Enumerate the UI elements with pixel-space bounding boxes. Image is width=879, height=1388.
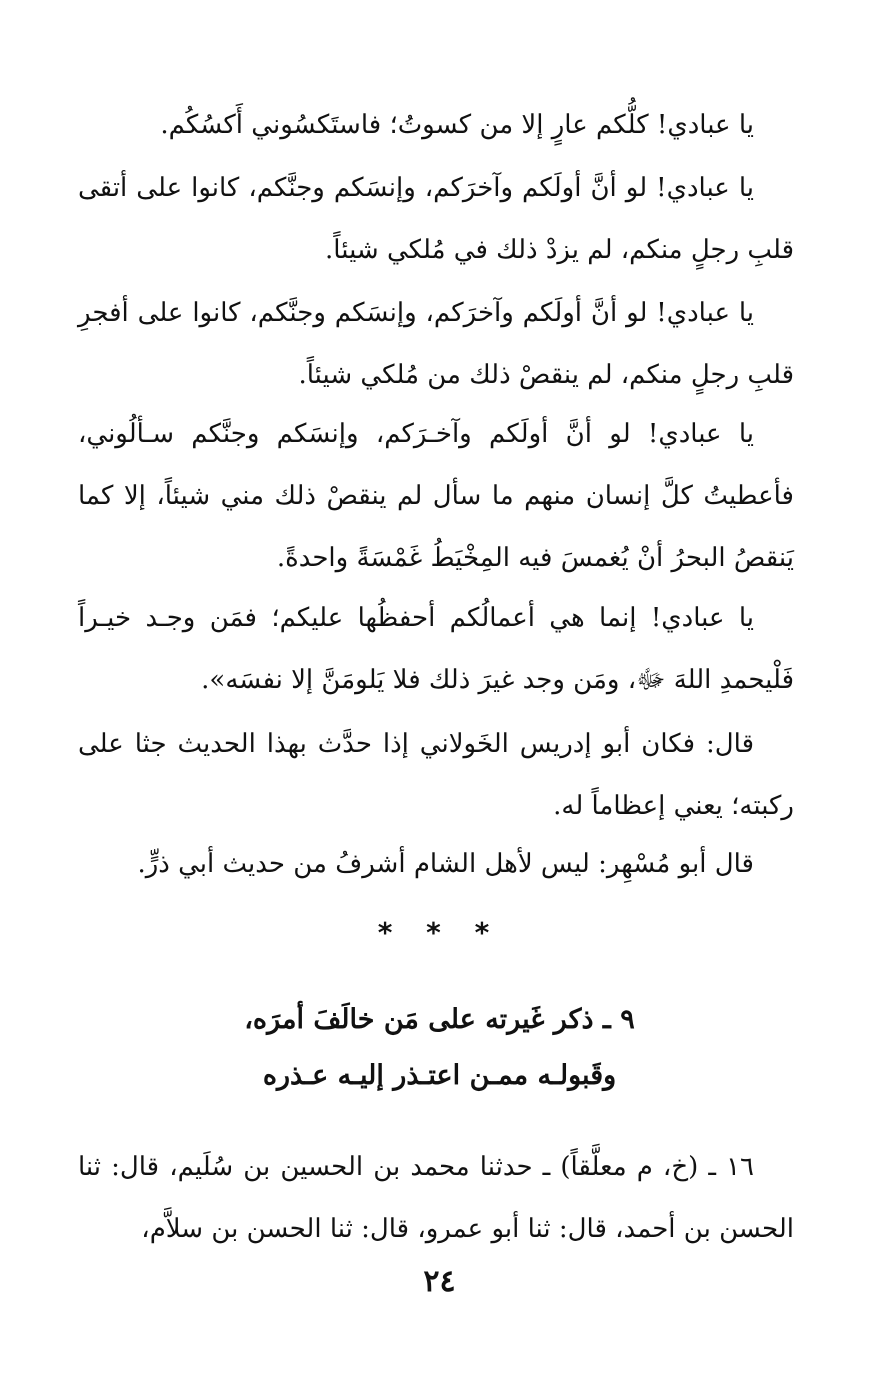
paragraph-6-text: قال: فكان أبو إدريس الخَولاني إذا حدَّث بهذا الحديث جثا على ركبته؛ يعني إعظاماً له. — [78, 729, 794, 821]
paragraph-1-text: يا عبادي! كلُّكم عارٍ إلا من كسوتُ؛ فاستَكسُوني أَكسُكُم. — [160, 110, 754, 140]
hadith-16-text: ١٦ ـ (خ، م معلَّقاً) ـ حدثنا محمد بن الحسين بن سُلَيم، قال: ثنا الحسن بن أحمد، قال: ثنا أبو عمرو، قال: ثنا الحسن بن سلاَّم، — [78, 1152, 794, 1244]
paragraph-1 — [78, 94, 794, 156]
paragraph-5-text: يا عبادي! إنما هي أعمالُكم أحفظُها عليكم؛ فمَن وجـد خيـراً فَلْيحمدِ اللهَ ﷻ، ومَن وجد غيرَ ذلك فلا يَلومَنَّ إلا نفسَه». — [78, 603, 794, 695]
paragraph-7-text: قال أبو مُسْهِر: ليس لأهل الشام أشرفُ من حديث أبي ذرٍّ. — [137, 849, 754, 879]
paragraph-3 — [78, 282, 794, 406]
paragraph-4-text: يا عبادي! لو أنَّ أولَكم وآخـرَكم، وإنسَكم وجنَّكم سـألُوني، فأعطيتُ كلَّ إنسان منهم ما سأل لم ينقصْ ذلك مني شيئاً، إلا كما يَنقصُ البحرُ أنْ يُغمسَ فيه المِخْيَطُ غَمْسَةً واحدةً. — [78, 419, 794, 573]
hadith-16 — [78, 1136, 794, 1260]
paragraph-5 — [78, 587, 794, 711]
section-heading-line-1: ٩ ـ ذكر غَيرته على مَن خالَفَ أمرَه، — [244, 1004, 635, 1035]
section-heading — [0, 992, 879, 1104]
paragraph-4 — [78, 403, 794, 589]
section-heading-line-2: وقَبولـه ممـن اعتـذر إليـه عـذره — [262, 1060, 617, 1091]
paragraph-2 — [78, 157, 794, 281]
paragraph-7 — [78, 833, 794, 895]
paragraph-3-text: يا عبادي! لو أنَّ أولَكم وآخرَكم، وإنسَكم وجنَّكم، كانوا على أفجرِ قلبِ رجلٍ منكم، لم ينقصْ ذلك من مُلكي شيئاً. — [78, 298, 794, 390]
paragraph-2-text: يا عبادي! لو أنَّ أولَكم وآخرَكم، وإنسَكم وجنَّكم، كانوا على أتقى قلبِ رجلٍ منكم، لم يزدْ ذلك في مُلكي شيئاً. — [78, 173, 794, 265]
section-separator: * * * — [377, 916, 502, 949]
page-number: ٢٤ — [423, 1264, 456, 1299]
paragraph-6 — [78, 713, 794, 837]
